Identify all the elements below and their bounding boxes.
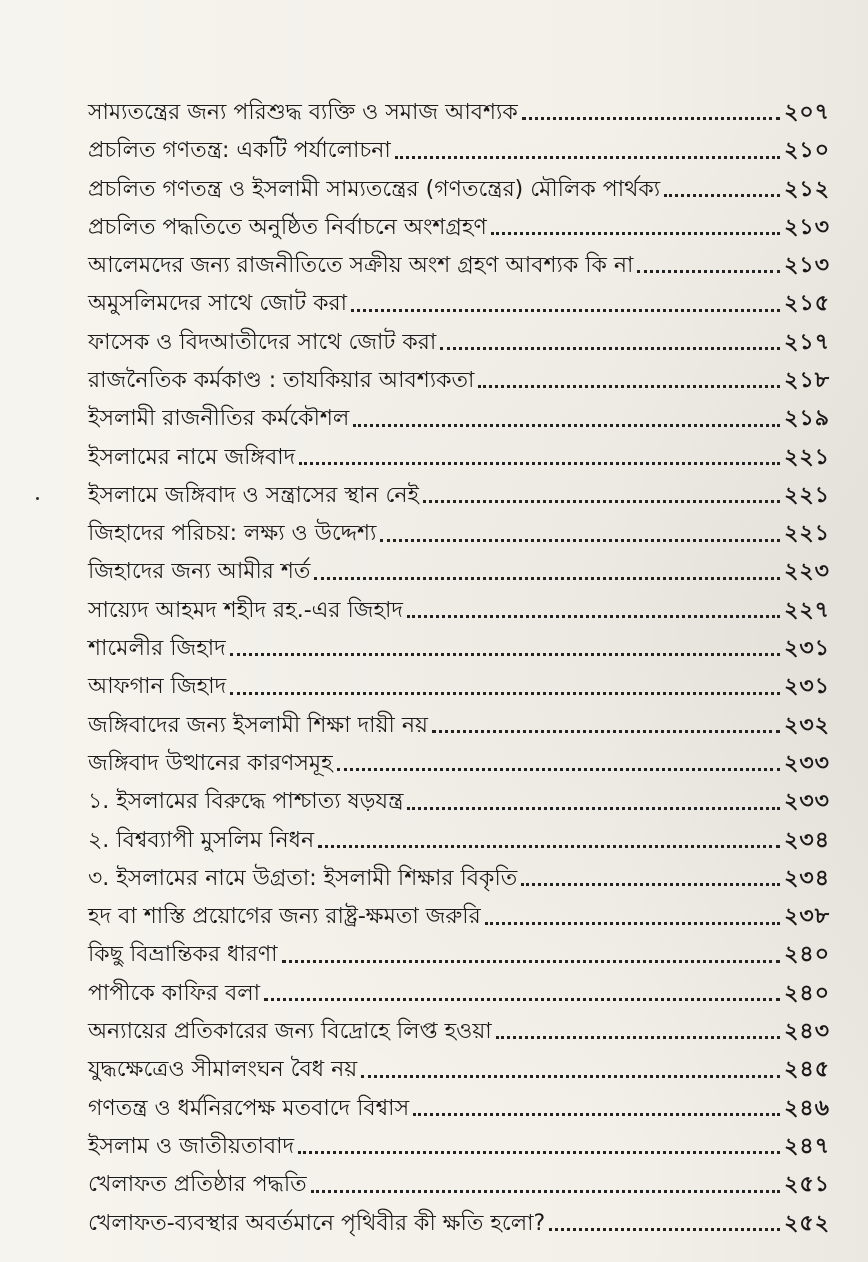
toc-entry-page: ২২১ bbox=[784, 482, 830, 508]
toc-entry-title: ইসলাম ও জাতীয়তাবাদ bbox=[88, 1133, 295, 1159]
toc-entry-title: সাম্যতন্ত্রের জন্য পরিশুদ্ধ ব্যক্তি ও সমাজ আবশ্যক bbox=[88, 99, 518, 125]
dot-leader bbox=[282, 960, 781, 963]
toc-entry bbox=[88, 701, 830, 739]
toc-entry-page: ২৪৭ bbox=[784, 1133, 830, 1159]
toc-entry-page: ২১৮ bbox=[784, 367, 830, 393]
toc-entry-title: ২. বিশ্বব্যাপী মুসলিম নিধন bbox=[88, 827, 315, 853]
toc-entry bbox=[88, 854, 830, 892]
toc-entry-page: ২১০ bbox=[784, 138, 830, 164]
toc-entry bbox=[88, 165, 830, 203]
toc-entry bbox=[88, 1007, 830, 1045]
toc-entry-title: পাপীকে কাফির বলা bbox=[88, 980, 261, 1006]
toc-entry bbox=[88, 356, 830, 394]
toc-entry-page: ২৩৩ bbox=[784, 750, 830, 776]
dot-leader bbox=[351, 309, 780, 312]
toc-entry-page: ২২১ bbox=[784, 521, 830, 547]
toc-entry-page: ২৩৩ bbox=[784, 789, 830, 815]
dot-leader bbox=[440, 347, 780, 350]
dot-leader bbox=[230, 692, 780, 695]
toc-entry-title: রাজনৈতিক কর্মকাণ্ড : তাযকিয়ার আবশ্যকতা bbox=[88, 367, 475, 393]
toc-entry-title: সায়্যেদ আহমদ শহীদ রহ.-এর জিহাদ bbox=[88, 597, 403, 623]
toc-entry bbox=[88, 969, 830, 1007]
dot-leader bbox=[337, 768, 780, 771]
toc-entry-title: ইসলামী রাজনীতির কর্মকৌশল bbox=[88, 406, 350, 432]
toc-entry-page: ২১২ bbox=[784, 176, 830, 202]
toc-entry bbox=[88, 548, 830, 586]
toc-entry-page: ২৩২ bbox=[784, 712, 830, 738]
toc-entry bbox=[88, 931, 830, 969]
dot-leader bbox=[311, 1190, 781, 1193]
toc-entry-page: ২৩১ bbox=[784, 636, 830, 662]
dot-leader bbox=[361, 1075, 780, 1078]
toc-entry-page: ২৪৫ bbox=[784, 1057, 830, 1083]
toc-entry bbox=[88, 433, 830, 471]
table-of-contents bbox=[88, 88, 830, 1237]
toc-entry-title: অমুসলিমদের সাথে জোট করা bbox=[88, 291, 348, 317]
toc-entry bbox=[88, 662, 830, 700]
toc-entry-page: ২৩৪ bbox=[784, 827, 830, 853]
dot-leader bbox=[485, 922, 780, 925]
toc-entry-page: ২৩৪ bbox=[784, 865, 830, 891]
dot-leader bbox=[299, 462, 780, 465]
toc-entry-title: ইসলামে জঙ্গিবাদ ও সন্ত্রাসের স্থান নেই bbox=[88, 482, 419, 508]
toc-entry-title: অন্যায়ের প্রতিকারের জন্য বিদ্রোহে লিপ্ত হওয়া bbox=[88, 1019, 492, 1045]
toc-entry-title: প্রচলিত গণতন্ত্র ও ইসলামী সাম্যতন্ত্রের (গণতন্ত্রের) মৌলিক পার্থক্য bbox=[88, 176, 661, 202]
toc-entry bbox=[88, 88, 830, 126]
dot-leader bbox=[264, 998, 780, 1001]
toc-entry-page: ২২৩ bbox=[784, 559, 830, 585]
toc-entry bbox=[88, 816, 830, 854]
dot-leader bbox=[380, 539, 780, 542]
toc-entry-title: জিহাদের জন্য আমীর শর্ত bbox=[88, 559, 311, 585]
dot-leader bbox=[478, 385, 780, 388]
dot-leader bbox=[432, 730, 780, 733]
toc-entry-page: ২১৩ bbox=[784, 253, 830, 279]
toc-entry-title: আলেমদের জন্য রাজনীতিতে সক্রীয় অংশ গ্রহণ আবশ্যক কি না bbox=[88, 253, 634, 279]
toc-entry-page: ২৪৩ bbox=[784, 1019, 830, 1045]
toc-entry-title: ফাসেক ও বিদআতীদের সাথে জোট করা bbox=[88, 329, 437, 355]
toc-entry-page: ২১৭ bbox=[784, 329, 830, 355]
toc-entry-title: ৩. ইসলামের নামে উগ্রতা: ইসলামী শিক্ষার বিকৃতি bbox=[88, 865, 518, 891]
dot-leader bbox=[407, 807, 780, 810]
toc-entry-page: ২২৭ bbox=[784, 597, 830, 623]
toc-entry-page: ২৩১ bbox=[784, 674, 830, 700]
toc-entry bbox=[88, 892, 830, 930]
dot-leader bbox=[664, 194, 780, 197]
toc-entry bbox=[88, 586, 830, 624]
ink-speck bbox=[36, 497, 39, 500]
toc-entry bbox=[88, 126, 830, 164]
toc-entry bbox=[88, 1160, 830, 1198]
dot-leader bbox=[353, 424, 780, 427]
toc-entry-page: ২১৩ bbox=[784, 214, 830, 240]
toc-entry-title: গণতন্ত্র ও ধর্মনিরপেক্ষ মতবাদে বিশ্বাস bbox=[88, 1095, 410, 1121]
toc-entry-title: হদ বা শাস্তি প্রয়োগের জন্য রাষ্ট্র-ক্ষমতা জরুরি bbox=[88, 904, 481, 930]
toc-entry-title: শামেলীর জিহাদ bbox=[88, 636, 226, 662]
toc-entry bbox=[88, 241, 830, 279]
dot-leader bbox=[491, 232, 780, 235]
toc-entry bbox=[88, 1045, 830, 1083]
toc-entry bbox=[88, 394, 830, 432]
toc-entry-title: যুদ্ধক্ষেত্রেও সীমালংঘন বৈধ নয় bbox=[88, 1057, 358, 1083]
toc-entry-page: ২২১ bbox=[784, 444, 830, 470]
dot-leader bbox=[549, 1228, 780, 1231]
toc-entry-page: ২৪০ bbox=[784, 942, 830, 968]
dot-leader bbox=[637, 270, 780, 273]
dot-leader bbox=[407, 615, 780, 618]
dot-leader bbox=[423, 500, 780, 503]
toc-entry-page: ২১৯ bbox=[784, 406, 830, 432]
toc-entry-title: ইসলামের নামে জঙ্গিবাদ bbox=[88, 444, 296, 470]
toc-entry-title: প্রচলিত গণতন্ত্র: একটি পর্যালোচনা bbox=[88, 138, 391, 164]
toc-entry-title: ১. ইসলামের বিরুদ্ধে পাশ্চাত্য ষড়যন্ত্র bbox=[88, 789, 404, 815]
toc-entry-page: ২১৫ bbox=[784, 291, 830, 317]
toc-entry-page: ২৫১ bbox=[784, 1172, 830, 1198]
dot-leader bbox=[496, 1036, 780, 1039]
dot-leader bbox=[230, 653, 780, 656]
toc-entry bbox=[88, 203, 830, 241]
toc-entry-title: জিহাদের পরিচয়: লক্ষ্য ও উদ্দেশ্য bbox=[88, 521, 377, 547]
toc-entry bbox=[88, 509, 830, 547]
toc-entry-page: ২৪০ bbox=[784, 980, 830, 1006]
dot-leader bbox=[314, 577, 780, 580]
toc-entry-title: জঙ্গিবাদের জন্য ইসলামী শিক্ষা দায়ী নয় bbox=[88, 712, 428, 738]
toc-entry-title: জঙ্গিবাদ উত্থানের কারণসমূহ bbox=[88, 750, 333, 776]
toc-entry bbox=[88, 318, 830, 356]
toc-entry-title: প্রচলিত পদ্ধতিতে অনুষ্ঠিত নির্বাচনে অংশগ্রহণ bbox=[88, 214, 487, 240]
toc-entry-title: আফগান জিহাদ bbox=[88, 674, 227, 700]
dot-leader bbox=[298, 1151, 780, 1154]
toc-entry-page: ২৩৮ bbox=[784, 904, 830, 930]
toc-entry-page: ২৫২ bbox=[784, 1210, 830, 1236]
dot-leader bbox=[521, 883, 780, 886]
toc-entry-title: খেলাফত-ব্যবস্থার অবর্তমানে পৃথিবীর কী ক্ষতি হলো? bbox=[88, 1210, 546, 1236]
toc-entry bbox=[88, 777, 830, 815]
toc-entry-title: খেলাফত প্রতিষ্ঠার পদ্ধতি bbox=[88, 1172, 307, 1198]
toc-entry bbox=[88, 1199, 830, 1237]
toc-entry bbox=[88, 471, 830, 509]
toc-entry bbox=[88, 279, 830, 317]
dot-leader bbox=[395, 156, 780, 159]
dot-leader bbox=[522, 117, 780, 120]
toc-entry-page: ২০৭ bbox=[784, 99, 830, 125]
toc-entry bbox=[88, 1084, 830, 1122]
toc-entry bbox=[88, 1122, 830, 1160]
toc-entry-title: কিছু বিভ্রান্তিকর ধারণা bbox=[88, 942, 278, 968]
toc-entry bbox=[88, 739, 830, 777]
toc-entry-page: ২৪৬ bbox=[784, 1095, 830, 1121]
toc-entry bbox=[88, 624, 830, 662]
dot-leader bbox=[413, 1113, 780, 1116]
dot-leader bbox=[318, 845, 780, 848]
